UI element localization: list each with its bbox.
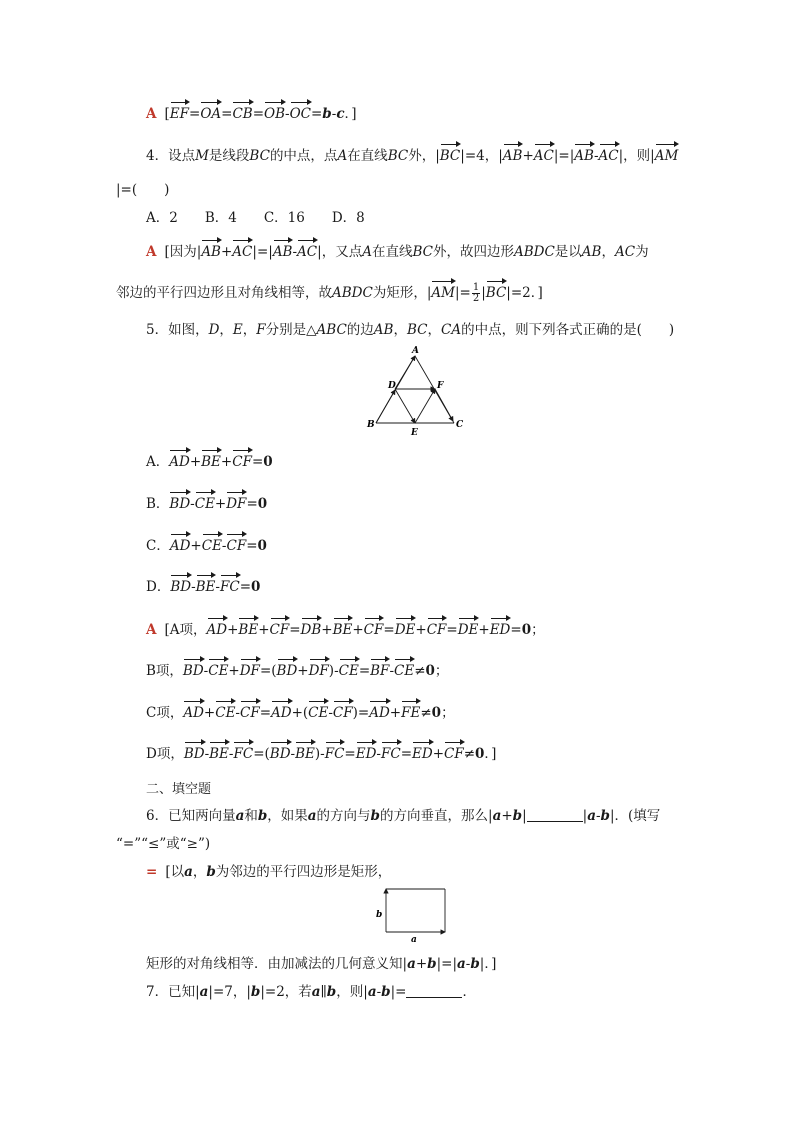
q5-option-d: D．BD-BE-FC=0 — [146, 579, 261, 595]
q6-answer-line1: = [以a，b为邻边的平行四边形是矩形， — [146, 864, 392, 880]
q4-answer-line2: 邻边的平行四边形且对角线相等，故ABDC为矩形，|AM|= $\frac{1}{2}$ |BC|=2．] — [116, 282, 543, 304]
q5-option-c: C．AD+CE-CF=0 — [146, 538, 267, 554]
q4-stem-line2: |=( ) — [116, 182, 170, 198]
q4-stem-line1: 4．设点M是线段BC的中点，点A在直线BC外，|BC|=4，|AB+AC|=|AB-AC|，则|AM — [146, 148, 679, 164]
q5-option-a: A．AD+BE+CF=0 — [146, 454, 273, 470]
answer-mark: A — [146, 622, 157, 638]
arrow-de — [395, 389, 415, 423]
q5-analysis-b: B项，BD-CE+DF=(BD+DF)-CE=BF-CE≠0； — [146, 663, 449, 679]
q3-answer-line: A [EF=OA=CB=OB-OC=b-c．] — [146, 106, 357, 122]
label-a: a — [411, 935, 417, 944]
label-b: b — [376, 910, 383, 920]
rectangle-figure — [372, 886, 452, 944]
arrow-da — [395, 356, 415, 389]
answer-mark: A — [146, 244, 157, 260]
q6-answer-line2: 矩形的对角线相等．由加减法的几何意义知|a+b|=|a-b|．] — [146, 956, 497, 972]
q4-options: A．2 B．4 C．16 D．8 — [146, 210, 365, 226]
q5-option-b: B．BD-CE+DF=0 — [146, 496, 268, 512]
label-d: D — [388, 381, 396, 391]
answer-mark: = — [146, 864, 158, 880]
label-e: E — [411, 428, 418, 438]
q5-analysis-a: A [A项，AD+BE+CF=DB+BE+CF=DE+CF=DE+ED=0； — [146, 622, 545, 638]
answer-mark: A — [146, 106, 157, 122]
q5-analysis-d: D项，BD-BE-FC=(BD-BE)-FC=ED-FC=ED+CF≠0．] — [146, 746, 497, 762]
label-f: F — [437, 381, 444, 391]
triangle-figure — [362, 344, 472, 438]
q6-stem-line2: “=”“≤”或“≥”) — [116, 836, 211, 852]
q5-analysis-c: C项，AD+CE-CF=AD+(CE-CF)=AD+FE≠0； — [146, 705, 455, 721]
label-a: A — [412, 346, 419, 356]
q5-stem: 5．如图，D，E，F分别是△ABC的边AB，BC，CA的中点，则下列各式正确的是( ) — [146, 322, 675, 338]
section-heading: 二、填空题 — [146, 782, 212, 797]
q7-stem: 7．已知|a|=7，|b|=2，若a∥b，则|a-b|= ． — [146, 984, 476, 1000]
arrow-bd — [376, 390, 395, 423]
arrow-ef — [415, 389, 435, 423]
label-b: B — [367, 420, 375, 430]
label-c: C — [456, 420, 464, 430]
q4-answer-line1: A [因为|AB+AC|=|AB-AC|，又点A在直线BC外，故四边形ABDC是以AB，AC为 — [146, 244, 649, 260]
arrow-fc — [435, 389, 453, 421]
q6-stem-line1: 6．已知两向量a和b，如果a的方向与b的方向垂直，那么|a+b| |a-b|．(填写 — [146, 808, 661, 824]
